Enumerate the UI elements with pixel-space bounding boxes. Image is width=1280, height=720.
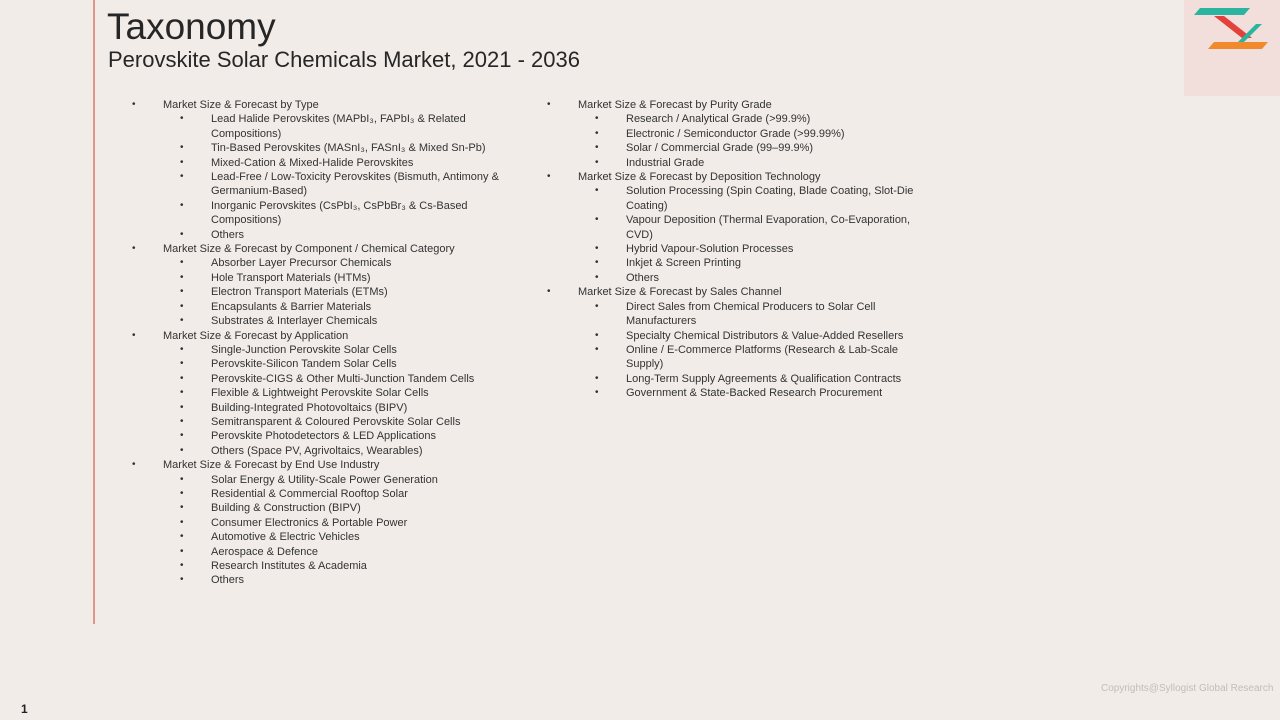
taxonomy-subitem (128, 314, 518, 328)
subitem-label: Long-Term Supply Agreements & Qualification Contracts (626, 372, 902, 385)
bullet-icon: • (180, 171, 184, 183)
category-label: Market Size & Forecast by Component / Chemical Category (163, 243, 455, 256)
bullet-icon: • (180, 199, 184, 211)
bullet-icon: • (132, 329, 136, 341)
subitem-label: Solution Processing (Spin Coating, Blade Coating, Slot-Die Coating) (626, 185, 914, 212)
bullet-icon: • (595, 185, 599, 197)
taxonomy-category (543, 98, 933, 112)
subitem-label: Industrial Grade (626, 156, 705, 169)
taxonomy-category (543, 285, 933, 299)
taxonomy-subitem (128, 545, 518, 559)
taxonomy-subitem (543, 329, 933, 343)
taxonomy-subitem (543, 386, 933, 400)
bullet-icon: • (595, 387, 599, 399)
subitem-label: Absorber Layer Precursor Chemicals (211, 257, 392, 270)
bullet-icon: • (547, 99, 551, 110)
taxonomy-subitem (543, 271, 933, 285)
taxonomy-subitem (128, 357, 518, 371)
subitem-label: Residential & Commercial Rooftop Solar (211, 487, 408, 500)
bullet-icon: • (180, 502, 184, 514)
bullet-icon: • (180, 516, 184, 528)
taxonomy-subitem (128, 112, 518, 141)
subitem-label: Others (211, 574, 245, 587)
subitem-label: Hybrid Vapour-Solution Processes (626, 243, 794, 256)
taxonomy-category (128, 98, 518, 112)
bullet-icon: • (180, 401, 184, 413)
subitem-label: Aerospace & Defence (211, 545, 319, 558)
taxonomy-subitem (128, 156, 518, 170)
taxonomy-subitem (543, 242, 933, 256)
taxonomy-subitem (128, 285, 518, 299)
subitem-label: Building-Integrated Photovoltaics (BIPV) (211, 401, 408, 414)
subitem-label: Government & State-Backed Research Procurement (626, 387, 883, 400)
bullet-icon: • (547, 286, 551, 298)
taxonomy-column-right (543, 98, 933, 401)
subitem-label: Perovskite-Silicon Tandem Solar Cells (211, 358, 397, 371)
taxonomy-subitem (543, 256, 933, 270)
subitem-label: Electron Transport Materials (ETMs) (211, 286, 388, 299)
bullet-icon: • (595, 142, 599, 154)
bullet-icon: • (180, 156, 184, 168)
subitem-label: Tin-Based Perovskites (MASnI₃, FASnI₃ & Mixed Sn-Pb) (211, 142, 486, 155)
bullet-icon: • (547, 171, 551, 183)
taxonomy-subitem (543, 156, 933, 170)
bullet-icon: • (180, 358, 184, 370)
bullet-icon: • (180, 560, 184, 571)
subitem-label: Perovskite-CIGS & Other Multi-Junction Tandem Cells (211, 372, 475, 385)
taxonomy-subitem (543, 213, 933, 242)
bullet-icon: • (595, 300, 599, 312)
subitem-label: Semitransparent & Coloured Perovskite Solar Cells (211, 415, 461, 428)
subitem-label: Others (626, 271, 660, 284)
taxonomy-subitem (128, 516, 518, 530)
bullet-icon: • (180, 257, 184, 269)
subitem-label: Automotive & Electric Vehicles (211, 531, 360, 544)
subitem-label: Flexible & Lightweight Perovskite Solar Cells (211, 387, 429, 400)
bullet-icon: • (132, 243, 136, 255)
category-label: Market Size & Forecast by Type (163, 99, 319, 111)
taxonomy-subitem (128, 372, 518, 386)
taxonomy-subitem (543, 343, 933, 372)
taxonomy-subitem (128, 573, 518, 587)
subitem-label: Others (Space PV, Agrivoltaics, Wearables) (211, 444, 423, 457)
bullet-icon: • (595, 257, 599, 269)
subitem-label: Vapour Deposition (Thermal Evaporation, Co-Evaporation, CVD) (626, 214, 911, 241)
bullet-icon: • (595, 329, 599, 341)
subitem-label: Encapsulants & Barrier Materials (211, 300, 372, 313)
taxonomy-subitem (128, 300, 518, 314)
taxonomy-subitem (128, 386, 518, 400)
subitem-label: Online / E-Commerce Platforms (Research & Lab-Scale Supply) (626, 343, 899, 371)
syllogist-logo-icon (1194, 4, 1268, 54)
bullet-icon: • (180, 415, 184, 427)
taxonomy-subitem (128, 415, 518, 429)
bullet-icon: • (595, 156, 599, 168)
bullet-icon: • (180, 574, 184, 586)
subitem-label: Solar Energy & Utility-Scale Power Generation (211, 473, 438, 486)
taxonomy-subitem (543, 300, 933, 329)
taxonomy-subitem (543, 372, 933, 386)
taxonomy-category (128, 329, 518, 343)
page-subtitle: Perovskite Solar Chemicals Market, 2021 - 2036 (108, 47, 580, 72)
page-number: 1 (21, 702, 28, 716)
taxonomy-subitem (543, 141, 933, 155)
copyright-text: Copyrights@Syllogist Global Research (1101, 683, 1274, 694)
subitem-label: Solar / Commercial Grade (99–99.9%) (626, 142, 814, 155)
bullet-icon: • (595, 127, 599, 139)
bullet-icon: • (180, 545, 184, 557)
category-label: Market Size & Forecast by End Use Industry (163, 459, 380, 472)
taxonomy-subitem (128, 228, 518, 242)
subitem-label: Hole Transport Materials (HTMs) (211, 271, 371, 284)
bullet-icon: • (180, 228, 184, 240)
category-label: Market Size & Forecast by Application (163, 329, 349, 342)
taxonomy-subitem (128, 401, 518, 415)
subitem-label: Perovskite Photodetectors & LED Applications (211, 430, 437, 443)
bullet-icon: • (595, 243, 599, 255)
subitem-label: Substrates & Interlayer Chemicals (211, 315, 378, 328)
bullet-icon: • (595, 343, 599, 355)
bullet-icon: • (180, 430, 184, 442)
subitem-label: Research Institutes & Academia (211, 560, 367, 572)
taxonomy-subitem (128, 444, 518, 458)
subitem-label: Mixed-Cation & Mixed-Halide Perovskites (211, 156, 414, 169)
subitem-label: Research / Analytical Grade (>99.9%) (626, 113, 811, 126)
bullet-icon: • (180, 113, 184, 125)
bullet-icon: • (595, 372, 599, 384)
taxonomy-category (543, 170, 933, 184)
taxonomy-subitem (128, 530, 518, 544)
taxonomy-subitem (128, 256, 518, 270)
category-label: Market Size & Forecast by Sales Channel (578, 286, 782, 299)
bullet-icon: • (180, 387, 184, 399)
taxonomy-subitem (128, 141, 518, 155)
bullet-icon: • (180, 142, 184, 154)
logo-container (1184, 0, 1280, 96)
accent-divider-line (93, 0, 95, 624)
subitem-label: Inorganic Perovskites (CsPbI₃, CsPbBr₃ & Cs-Based Compositions) (211, 199, 468, 227)
bullet-icon: • (595, 271, 599, 283)
category-label: Market Size & Forecast by Deposition Technology (578, 171, 821, 184)
subitem-label: Lead Halide Perovskites (MAPbI₃, FAPbI₃ & Related Compositions) (211, 113, 466, 140)
bullet-icon: • (180, 315, 184, 327)
subitem-label: Others (211, 228, 245, 241)
bullet-icon: • (595, 113, 599, 125)
subitem-label: Electronic / Semiconductor Grade (>99.99%) (626, 127, 845, 140)
taxonomy-category (128, 458, 518, 472)
page-title: Taxonomy (107, 6, 276, 47)
taxonomy-subitem (128, 473, 518, 487)
subitem-label: Inkjet & Screen Printing (626, 257, 741, 270)
taxonomy-subitem (128, 559, 518, 573)
category-label: Market Size & Forecast by Purity Grade (578, 99, 772, 111)
bullet-icon: • (180, 444, 184, 456)
taxonomy-subitem (128, 487, 518, 501)
taxonomy-subitem (128, 343, 518, 357)
taxonomy-subitem (128, 429, 518, 443)
subitem-label: Specialty Chemical Distributors & Value-Added Resellers (626, 329, 904, 342)
taxonomy-category (128, 242, 518, 256)
subitem-label: Lead-Free / Low-Toxicity Perovskites (Bismuth, Antimony & Germanium-Based) (211, 171, 499, 198)
bullet-icon: • (180, 343, 184, 355)
subitem-label: Direct Sales from Chemical Producers to Solar Cell Manufacturers (626, 300, 876, 328)
taxonomy-subitem (543, 112, 933, 126)
subitem-label: Consumer Electronics & Portable Power (211, 516, 408, 529)
subitem-label: Building & Construction (BIPV) (211, 502, 361, 515)
bullet-icon: • (180, 286, 184, 298)
bullet-icon: • (132, 99, 136, 110)
taxonomy-subitem (128, 170, 518, 199)
bullet-icon: • (180, 531, 184, 543)
taxonomy-column-left (128, 98, 518, 588)
subitem-label: Single-Junction Perovskite Solar Cells (211, 343, 397, 356)
bullet-icon: • (132, 459, 136, 471)
bullet-icon: • (180, 300, 184, 312)
bullet-icon: • (180, 271, 184, 283)
taxonomy-subitem (128, 501, 518, 515)
taxonomy-subitem (128, 199, 518, 228)
taxonomy-subitem (543, 127, 933, 141)
bullet-icon: • (595, 214, 599, 226)
taxonomy-subitem (128, 271, 518, 285)
bullet-icon: • (180, 487, 184, 499)
bullet-icon: • (180, 372, 184, 384)
bullet-icon: • (180, 473, 184, 485)
taxonomy-subitem (543, 184, 933, 213)
